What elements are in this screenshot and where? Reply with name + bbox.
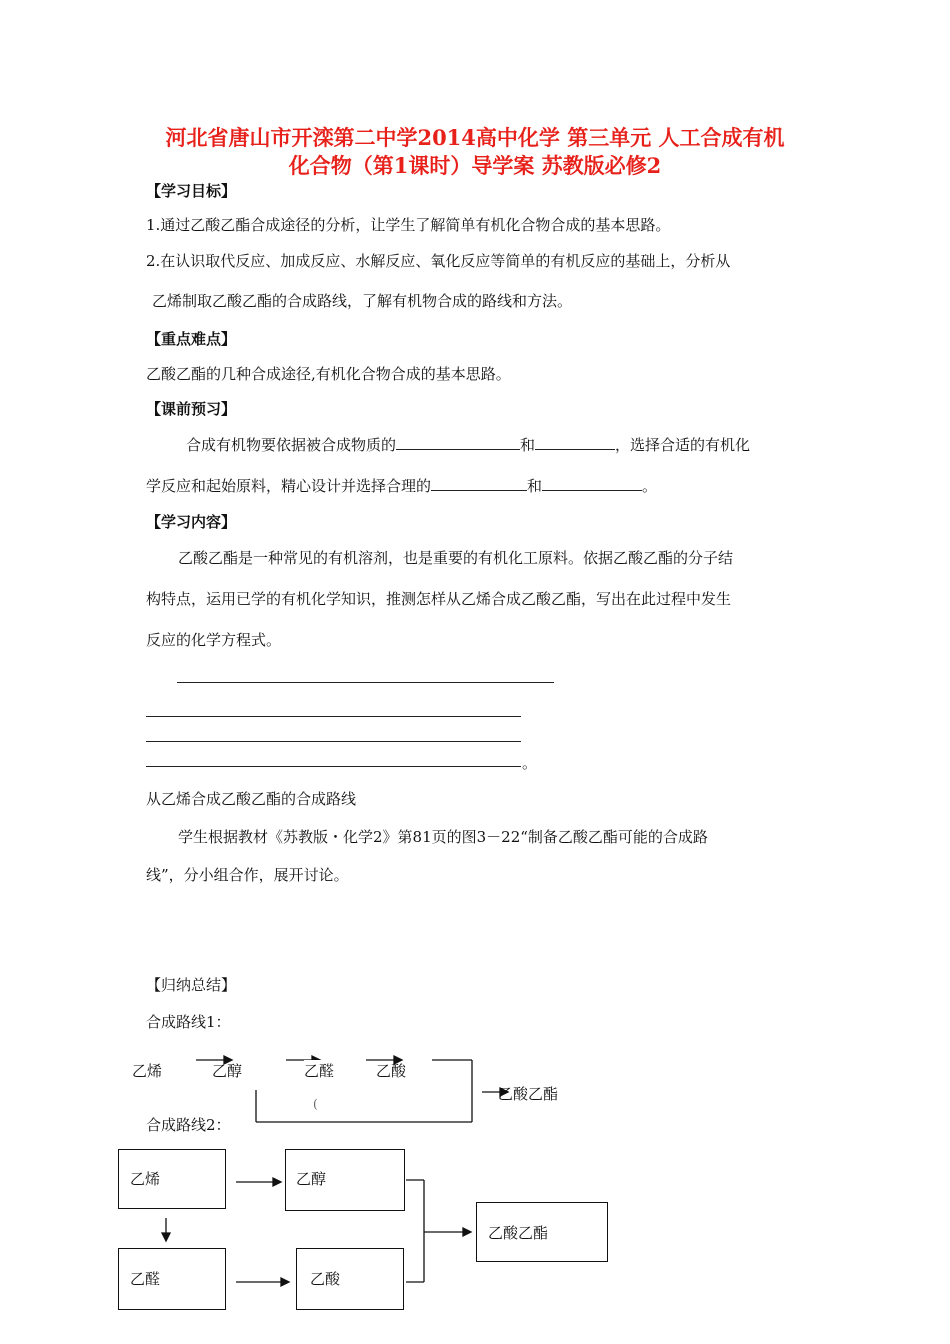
objective-item-2-line-2: 乙烯制取乙酸乙酯的合成路线，了解有机物合成的路线和方法。: [152, 292, 573, 310]
content-heading: 【学习内容】: [146, 513, 237, 531]
route-2-label-acetaldehyde: 乙醛: [130, 1270, 161, 1288]
preview-heading: 【课前预习】: [146, 400, 237, 418]
route-2-label: 合成路线2：: [146, 1116, 231, 1134]
objective-item-1: 1.通过乙酸乙酯合成途径的分析，让学生了解简单有机化合物合成的基本思路。: [146, 216, 671, 234]
preview-line-1-text-a: 合成有机物要依据被合成物质的: [186, 436, 397, 454]
route-2-arrowhead-3: [281, 1278, 289, 1286]
route-2-label-ethanol: 乙醇: [296, 1170, 327, 1188]
preview-line-1-text-b: 和: [520, 436, 536, 454]
summary-heading: 【归纳总结】: [146, 976, 237, 994]
content-paragraph-line-3: 反应的化学方程式。: [146, 631, 282, 649]
objective-item-2-line-1: 2.在认识取代反应、加成反应、水解反应、氧化反应等简单的有机反应的基础上，分析从: [146, 252, 731, 270]
preview-line-2-text-b: 和: [527, 477, 543, 495]
route-1-node-ethylene: 乙烯: [132, 1062, 163, 1080]
route-heading: 从乙烯合成乙酸乙酯的合成路线: [146, 790, 357, 808]
route-1-stray-mark: (: [313, 1097, 318, 1111]
route-2-arrowhead-4: [463, 1228, 471, 1236]
discussion-line-2: 线”，分小组合作，展开讨论。: [146, 866, 349, 884]
route-2-label-ethylene: 乙烯: [130, 1170, 161, 1188]
route-1-node-ethanol: 乙醇: [212, 1062, 243, 1080]
route-2-arrowhead-2: [162, 1233, 170, 1241]
document-title-line-2: 化合物（第1课时）导学案 苏教版必修2: [288, 153, 662, 178]
key-points-text: 乙酸乙酯的几种合成途径,有机化合物合成的基本思路。: [146, 365, 511, 383]
route-1-label: 合成路线1：: [146, 1013, 231, 1031]
route-2-label-ethyl-acetate: 乙酸乙酯: [488, 1224, 549, 1242]
route-1-node-ethyl-acetate: 乙酸乙酯: [498, 1085, 559, 1103]
preview-line-2-text-a: 学反应和起始原料，精心设计并选择合理的: [146, 477, 432, 495]
content-paragraph-line-2: 构特点，运用已学的有机化学知识，推测怎样从乙烯合成乙酸乙酯，写出在此过程中发生: [146, 590, 732, 608]
route-2-label-acetic-acid: 乙酸: [310, 1270, 341, 1288]
content-paragraph-line-1: 乙酸乙酯是一种常见的有机溶剂，也是重要的有机化工原料。依据乙酸乙酯的分子结: [178, 549, 734, 567]
discussion-line-1: 学生根据教材《苏教版・化学2》第81页的图3－22“制备乙酸乙酯可能的合成路: [178, 828, 708, 846]
route-2-arrowhead-1: [273, 1178, 281, 1186]
key-points-heading: 【重点难点】: [146, 330, 237, 348]
route-1-node-acetic-acid: 乙酸: [376, 1062, 407, 1080]
answer-end-mark: 。: [522, 754, 538, 772]
objectives-heading: 【学习目标】: [146, 182, 237, 200]
document-title-line-1: 河北省唐山市开滦第二中学2014高中化学 第三单元 人工合成有机: [165, 125, 785, 150]
preview-line-1-text-c: ，选择合适的有机化: [615, 436, 751, 454]
preview-line-2-text-c: 。: [642, 477, 658, 495]
route-1-node-acetaldehyde: 乙醛: [304, 1062, 334, 1080]
